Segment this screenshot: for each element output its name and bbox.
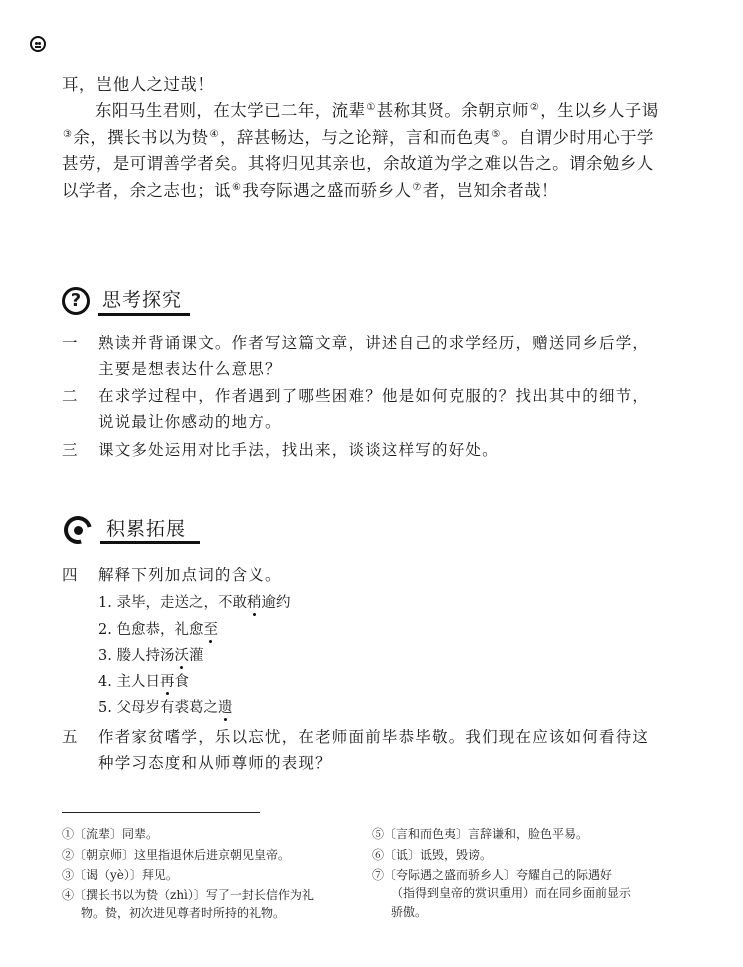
section-underline [100,541,200,544]
footnote-continued: 物。贽，初次进见尊者时所持的礼物。 [81,906,286,920]
footnote: ⑥〔诋〕诋毁，毁谤。 [372,848,493,862]
passage-paragraph: 东阳马生君则，在太学已二年，流辈①甚称其贤。余朝京师②，生以乡人子谒③余，撰长书以为贽④，辞甚畅达，与之论辩，言和而色夷⑤。自谓少时用心于学甚劳，是可谓善学者矣。其将归见其亲也，余故道为学之难以告之。谓余勉乡人以学者，余之志也；诋⑥我夸际遇之盛而骄乡人⑦者，岂知余者哉！ [62,101,659,200]
footnote-divider [62,812,260,813]
question-item: 三 课文多处运用对比手法，找出来，谈谈这样写的好处。 [62,441,499,459]
footnote: ⑦〔夸际遇之盛而骄乡人〕夸耀自己的际遇好 [372,868,613,882]
arrow-circle-icon [62,514,96,546]
section-title-accumulate: 积累拓展 [106,518,187,540]
footnote-continued: （指得到皇帝的赏识重用）而在同乡面前显示 [391,886,632,900]
footnote-continued: 骄傲。 [391,905,428,919]
footnote: ①〔流辈〕同辈。 [62,827,159,841]
section-title-think: 思考探究 [102,289,183,311]
footnote: ④〔撰长书以为贽（zhì）〕写了一封长信作为礼 [62,888,314,902]
vocab-item: 5. 父母岁有裘葛之遗 [98,700,233,716]
question-item: 一 熟读并背诵课文。作者写这篇文章，讲述自己的求学经历，赠送同乡后学，主要是想表达什么意思？ [62,334,650,378]
passage-first-line: 耳，岂他人之过哉！ [62,75,215,94]
question-item: 五 作者家贫嗜学，乐以忘忧，在老师面前毕恭毕敬。我们现在应该如何看待这种学习态度和从师尊师的表现？ [62,728,650,772]
footnote: ③〔谒（yè）〕拜见。 [62,868,178,882]
smiley-icon [30,36,46,52]
vocab-item: 2. 色愈恭，礼愈至 [98,622,218,638]
section-underline [98,313,190,316]
footnote: ②〔朝京师〕这里指退休后进京朝见皇帝。 [62,848,291,862]
vocab-item: 4. 主人日再食 [98,674,189,690]
question-item: 二 在求学过程中，作者遇到了哪些困难？他是如何克服的？找出其中的细节，说说最让你感动的地方。 [62,387,650,431]
question-icon: ? [62,287,90,315]
vocab-item: 3. 媵人持汤沃灌 [98,648,204,664]
question-item: 四 解释下列加点词的含义。 [62,566,282,584]
vocab-item: 1. 录毕，走送之，不敢稍逾约 [98,595,291,611]
footnote: ⑤〔言和而色夷〕言辞谦和，脸色平易。 [372,827,589,841]
